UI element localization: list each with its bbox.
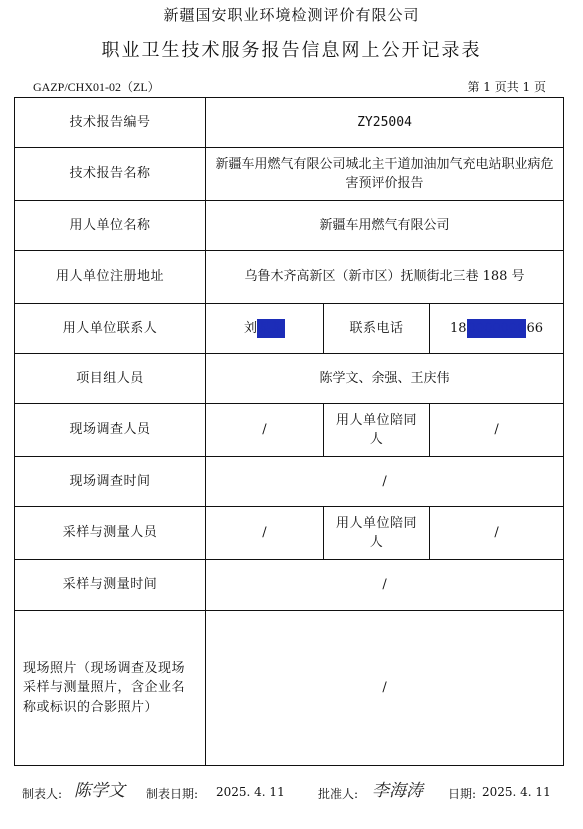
contact-name-redaction: 某某	[257, 319, 285, 339]
employer-label: 用人单位名称	[15, 201, 206, 251]
report-no-value: ZY25004	[206, 98, 564, 148]
sampling-staff-label: 采样与测量人员	[15, 507, 206, 560]
phone-redaction: 0000000	[467, 319, 527, 339]
report-name-value: 新疆车用燃气有限公司城北主干道加油加气充电站职业病危害预评价报告	[206, 148, 564, 201]
escort-label-1: 用人单位陪同人	[324, 404, 430, 457]
row-photos	[15, 611, 564, 766]
approve-date-label: 日期:	[448, 787, 477, 801]
approve-date: 2025. 4. 11	[482, 785, 551, 799]
escort-value-2: /	[430, 507, 564, 560]
phone-value	[430, 304, 564, 354]
contact-name-visible: 刘	[243, 320, 257, 336]
contact-value	[206, 304, 324, 354]
page-info: 第 1 页共 1 页	[467, 80, 546, 94]
row-survey-staff	[15, 404, 564, 457]
make-date: 2025. 4. 11	[216, 785, 285, 799]
escort-label-2: 用人单位陪同人	[324, 507, 430, 560]
report-name-label: 技术报告名称	[15, 148, 206, 201]
row-survey-time	[15, 457, 564, 507]
make-date-label: 制表日期:	[146, 787, 199, 801]
report-no-label: 技术报告编号	[15, 98, 206, 148]
survey-staff-value: /	[206, 404, 324, 457]
photos-label: 现场照片（现场调查及现场采样与测量照片，含企业名称或标识的合影照片）	[15, 611, 206, 766]
record-form-table	[14, 97, 564, 766]
row-team	[15, 354, 564, 404]
address-value: 乌鲁木齐高新区（新市区）抚顺街北三巷 188 号	[206, 251, 564, 304]
phone-prefix: 18	[450, 320, 467, 336]
approver-signature: 李海涛	[372, 781, 423, 801]
phone-label: 联系电话	[324, 304, 430, 354]
team-label: 项目组人员	[15, 354, 206, 404]
survey-time-label: 现场调查时间	[15, 457, 206, 507]
photos-value: /	[206, 611, 564, 766]
phone-suffix: 66	[526, 320, 544, 336]
row-employer	[15, 201, 564, 251]
approver-label: 批准人:	[318, 787, 359, 801]
row-contact	[15, 304, 564, 354]
row-address	[15, 251, 564, 304]
sampling-staff-value: /	[206, 507, 324, 560]
survey-staff-label: 现场调查人员	[15, 404, 206, 457]
row-report-name	[15, 148, 564, 201]
row-sampling-staff	[15, 507, 564, 560]
sampling-time-value: /	[206, 560, 564, 611]
maker-label: 制表人:	[22, 787, 63, 801]
escort-value-1: /	[430, 404, 564, 457]
document-code: GAZP/CHX01-02（ZL）	[33, 80, 160, 94]
survey-time-value: /	[206, 457, 564, 507]
company-name: 新疆国安职业环境检测评价有限公司	[163, 6, 420, 24]
team-value: 陈学文、余强、王庆伟	[206, 354, 564, 404]
row-sampling-time	[15, 560, 564, 611]
address-label: 用人单位注册地址	[15, 251, 206, 304]
sampling-time-label: 采样与测量时间	[15, 560, 206, 611]
employer-value: 新疆车用燃气有限公司	[206, 201, 564, 251]
row-report-no	[15, 98, 564, 148]
contact-label: 用人单位联系人	[15, 304, 206, 354]
form-title: 职业卫生技术服务报告信息网上公开记录表	[101, 40, 482, 61]
maker-signature: 陈学文	[74, 781, 125, 801]
